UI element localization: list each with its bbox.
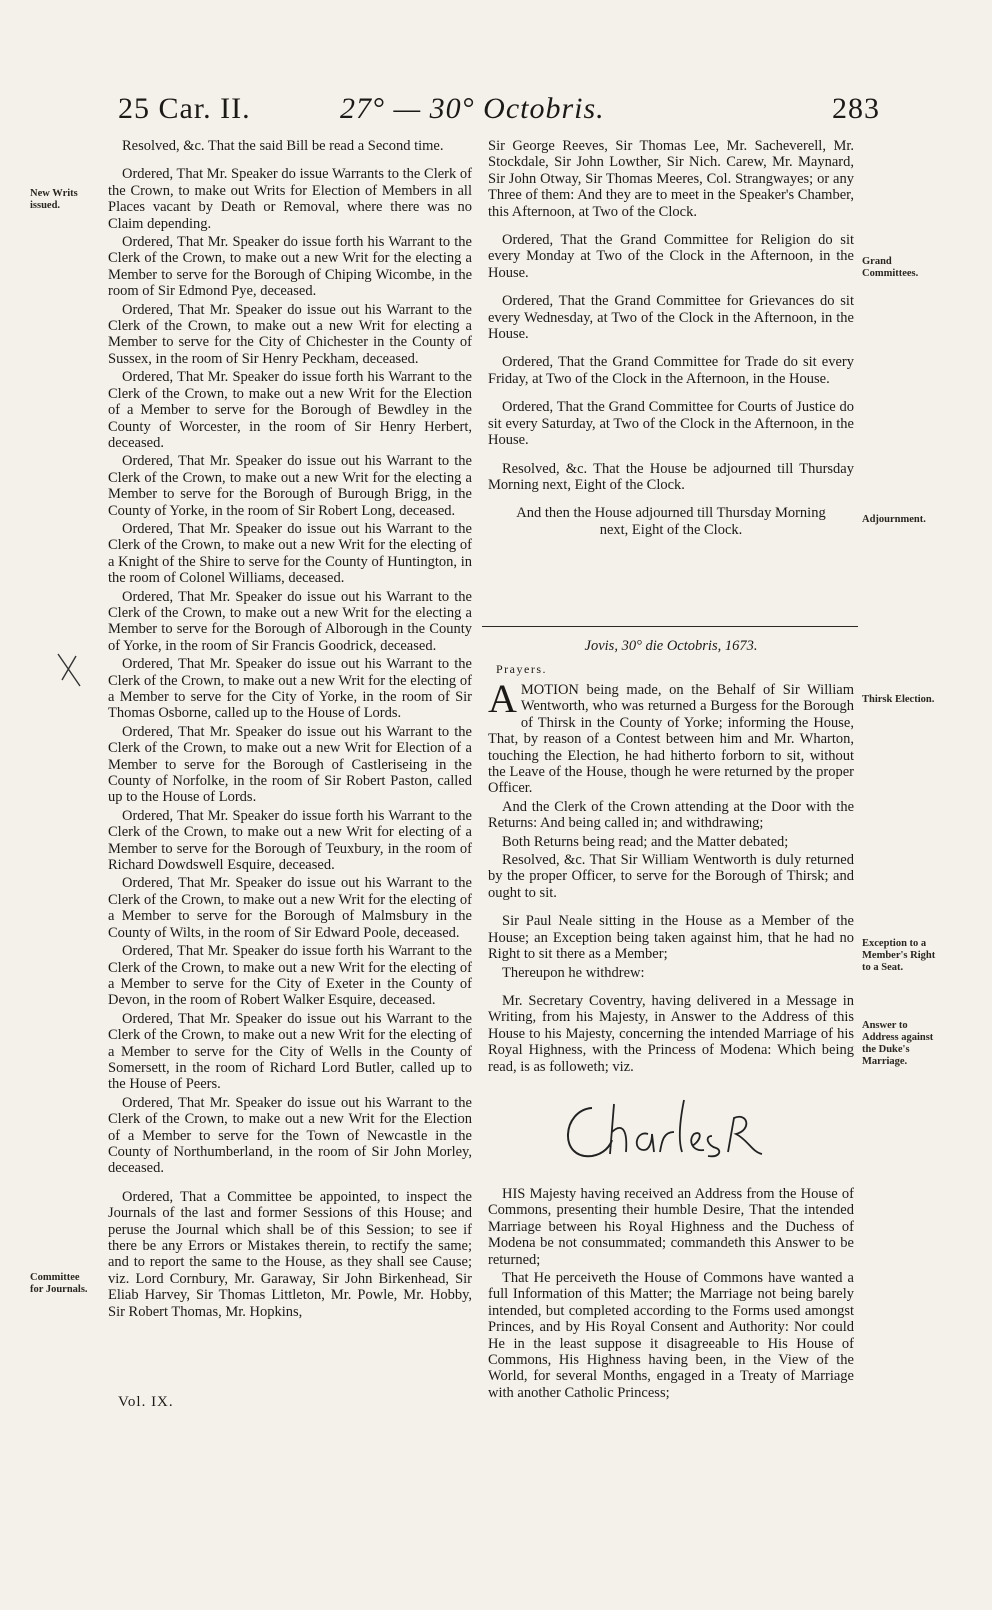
paragraph: Ordered, That Mr. Speaker do issue out his Warrant to the Clerk of the Crown, to make out a new Writ for the electing of a Member to serve for the City of Yorke, in the room of Sir Thomas Osborne, called up to the House of Lords. (108, 656, 472, 722)
paragraph: Sir Paul Neale sitting in the House as a Member of the House; an Exception being taken against him, that he had no Right to sit there as a Member; (488, 913, 854, 963)
margin-note-new-writs: New Writs issued. (30, 188, 78, 211)
paragraph: Ordered, That the Grand Committee for Courts of Justice do sit every Saturday, at Two of the Clock in the Afternoon, in the House. (488, 399, 854, 449)
running-head-date: 27° — 30° Octobris. (340, 92, 605, 125)
section-rule (482, 626, 858, 627)
paragraph: Ordered, That Mr. Speaker do issue out his Warrant to the Clerk of the Crown, to make out a new Writ for the electing of a Member to serve for the City of Wells in the County of Somersett, in the room of Richard Lord Butler, called up to the House of Peers. (108, 1010, 472, 1093)
thirsk-paragraph (488, 676, 854, 797)
paragraph: Ordered, That Mr. Speaker do issue out his Warrant to the Clerk of the Crown, to make out a new Writ for the electing a Member to serve for the Borough of Alborough in the County of Yorke, in the room of Sir Francis Goodrick, deceased. (108, 588, 472, 654)
majesty-answer (488, 1186, 854, 1403)
paragraph: Ordered, That Mr. Speaker do issue forth his Warrant to the Clerk of the Crown, to make out a new Writ for the Election of a Member to serve for the Borough of Bewdley in the County of Worcester, in the room of Sir Henry Herbert, deceased. (108, 369, 472, 451)
thirsk-text: MOTION being made, on the Behalf of Sir William Wentworth, who was returned a Burgess for the Borough of Thirsk in the County of Yorke; informing the House, That, by reason of a Contest between him and Mr. Wharton, touching the Election, he had hitherto forborn to sit, without the Leave of the House, though he were returned by the proper Officer. (488, 682, 854, 797)
paragraph: Ordered, That Mr. Speaker do issue forth his Warrant to the Clerk of the Crown, to make out a new Writ for the electing a Member to serve for the Borough of Chiping Wicombe, in the room of Sir Edmond Pye, deceased. (108, 234, 472, 300)
page-header (0, 92, 992, 132)
volume-footer: Vol. IX. (118, 1394, 174, 1410)
margin-note-adjournment: Adjournment. (862, 514, 926, 525)
paragraph: Resolved, &c. That the said Bill be read a Second time. (122, 138, 444, 154)
paragraph: Resolved, &c. That the House be adjourned till Thursday Morning next, Eight of the Clock. (488, 460, 854, 493)
running-head-left: 25 Car. II. (118, 92, 251, 125)
left-column (108, 138, 472, 1322)
paragraph: HIS Majesty having received an Address from the House of Commons, presenting their humble Desire, That the intended Marriage between his Royal Highness and the Duchess of Modena be not consummated; commandeth this Answer to be returned; (488, 1186, 854, 1268)
paragraph: Ordered, That Mr. Speaker do issue out his Warrant to the Clerk of the Crown, to make out a new Writ for the electing of a Member to serve for the Borough of Malmsbury in the County of Wilts, in the room of Sir Edward Poole, deceased. (108, 875, 472, 941)
paragraph: Ordered, That Mr. Speaker do issue forth his Warrant to the Clerk of the Crown, to make out a new Writ for the electing of a Member to serve for the City of Exeter in the County of Devon, in the room of Robert Walker Esquire, deceased. (108, 943, 472, 1009)
date-heading: Jovis, 30° die Octobris, 1673. (584, 638, 758, 654)
paragraph: Ordered, That Mr. Speaker do issue out his Warrant to the Clerk of the Crown, to make out a new Writ for the Election of a Member to serve for the Town of Newcastle in the County of Northumberland, in the room of Sir John Morley, deceased. (108, 1094, 472, 1177)
paragraph: Mr. Secretary Coventry, having delivered in a Message in Writing, from his Majesty, in Answer to the Address of this House to his Majesty, concerning the intended Marriage of his Royal Highness, with the Princess of Modena: Which being read, is as followeth; viz. (488, 992, 854, 1075)
right-column-top (488, 138, 854, 540)
charles-signature (552, 1090, 772, 1170)
paragraph: Sir George Reeves, Sir Thomas Lee, Mr. Sacheverell, Mr. Stockdale, Sir John Lowther, Sir Nich. Carew, Mr. Maynard, Sir John Otway, Sir Thomas Meeres, Col. Strangwayes; or any Three of them: And they are to meet in the Speaker's Chamber, this Afternoon, at Two of the Clock. (488, 138, 854, 220)
paragraph: Ordered, That Mr. Speaker do issue Warrants to the Clerk of the Crown, to make out Writs for Election of Members in all Places vacant by Death or Removal, where there was no Claim depending. (108, 166, 472, 232)
paragraph: Thereupon he withdrew: (502, 964, 645, 981)
drop-cap: A (488, 676, 517, 721)
paragraph: Ordered, That Mr. Speaker do issue out his Warrant to the Clerk of the Crown, to make out a new Writ for the electing a Member to serve for the Borough of Burough Brigg, in the County of Yorke, in the room of Sir Robert Long, deceased. (108, 453, 472, 519)
margin-note-answer: Answer to Address against the Duke's Marriage. (862, 1020, 934, 1067)
paragraph: Ordered, That Mr. Speaker do issue out his Warrant to the Clerk of the Crown, to make out a new Writ for Election of a Member to serve for the Borough of Castleriseing in the County of Norfolke, in the room of Sir Robert Paston, called up to the House of Lords. (108, 723, 472, 806)
margin-note-committee-journals: Committee for Journals. (30, 1272, 88, 1295)
margin-note-grand-committees: Grand Committees. (862, 256, 919, 279)
margin-x-mark (54, 650, 84, 690)
paragraph: Ordered, That a Committee be appointed, to inspect the Journals of the last and former Sessions of this House; and peruse the Journal which shall be of this Session; to see if there be any Errors or Mistakes therein, to rectify the same; and to report the same to the House, as they shall see Cause; viz. Lord Cornbury, Mr. Garaway, Sir John Birkenhead, Sir Eliab Harvey, Sir Thomas Littleton, Mr. Powle, Mr. Hobby, Sir Robert Thomas, Mr. Hopkins, (108, 1188, 472, 1320)
margin-note-thirsk: Thirsk Election. (862, 694, 935, 705)
paragraph: Ordered, That Mr. Speaker do issue forth his Warrant to the Clerk of the Crown, to make out a new Writ for electing of a Member to serve for the Borough of Teuxbury, in the room of Richard Dowdswell Esquire, deceased. (108, 807, 472, 874)
paragraph: Ordered, That the Grand Committee for Trade do sit every Friday, at Two of the Clock in the Afternoon, in the House. (488, 354, 854, 387)
margin-note-exception: Exception to a Member's Right to a Seat. (862, 938, 936, 973)
paragraph: Ordered, That the Grand Committee for Grievances do sit every Wednesday, at Two of the Clock in the Afternoon, in the House. (488, 293, 854, 343)
paragraph: Ordered, That the Grand Committee for Religion do sit every Monday at Two of the Clock in the Afternoon, in the House. (488, 232, 854, 281)
prayers-heading: Prayers. (496, 662, 547, 676)
paragraph: Ordered, That Mr. Speaker do issue out his Warrant to the Clerk of the Crown, to make out a new Writ for electing a Member to serve for the City of Chichester in the County of Sussex, in the room of Sir Henry Peckham, deceased. (108, 301, 472, 367)
page-number: 283 (832, 92, 880, 125)
paragraph: Resolved, &c. That Sir William Wentworth is duly returned by the proper Officer, to serve for the Borough of Thirsk; and ought to sit. (488, 852, 854, 901)
right-column-bottom (488, 676, 854, 1077)
paragraph: And the Clerk of the Crown attending at the Door with the Returns: And being called in; and withdrawing; (488, 798, 854, 832)
paragraph: Ordered, That Mr. Speaker do issue out his Warrant to the Clerk of the Crown, to make out a new Writ for the electing of a Knight of the Shire to serve for the County of Huntington, in the room of Colonel Williams, deceased. (108, 520, 472, 587)
paragraph: Both Returns being read; and the Matter debated; (502, 833, 789, 850)
adjournment-line: And then the House adjourned till Thursday Morning next, Eight of the Clock. (516, 505, 826, 538)
paragraph: That He perceiveth the House of Commons have wanted a full Information of this Matter; the Marriage not being barely intended, but completed according to the Forms used amongst Princes, and by His Royal Consent and Authority: Nor could He in the least suppose it disagreeable to His House of Commons, His Highness having been, in the View of the World, for several Months, engaged in a Treaty of Marriage with another Catholic Princess; (488, 1270, 854, 1401)
